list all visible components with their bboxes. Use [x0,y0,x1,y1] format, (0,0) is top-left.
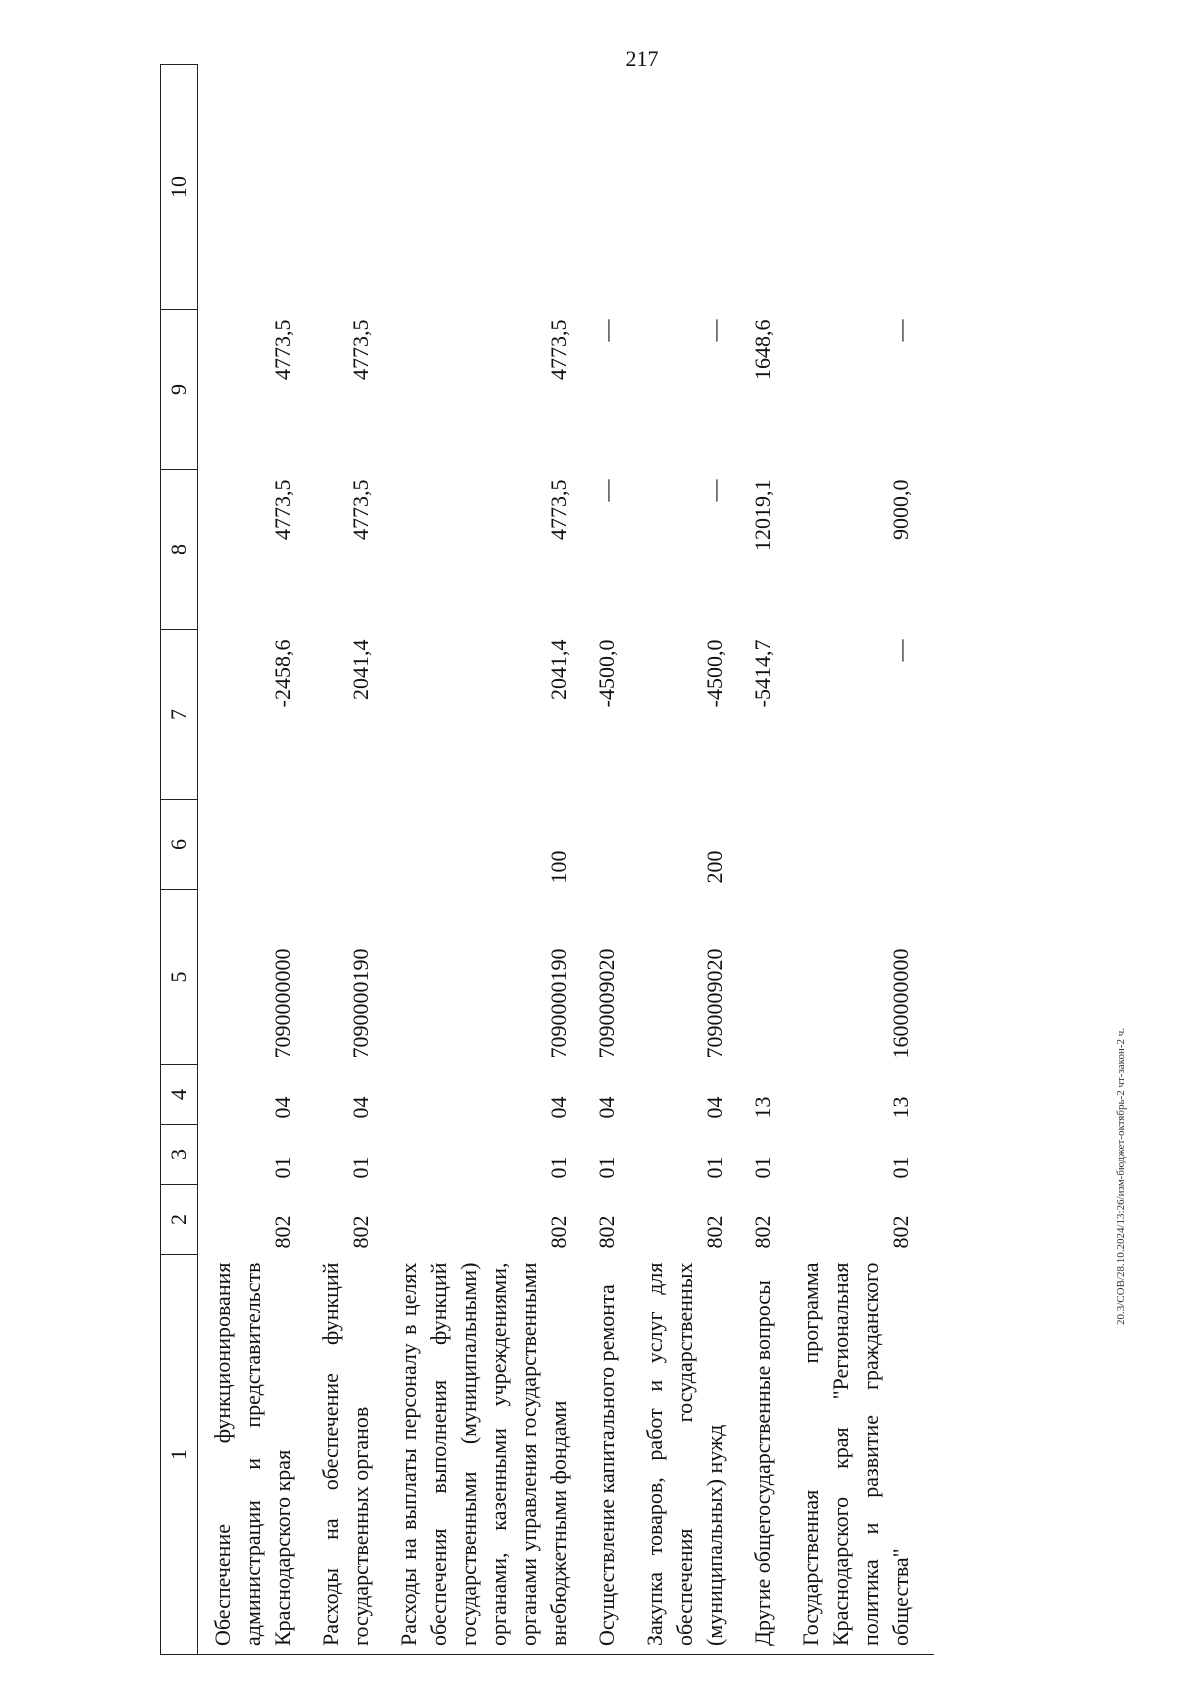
header-cell-10: 10 [161,65,198,310]
table-row [198,65,317,1655]
cell-c10: — [702,319,727,342]
cell-c6: 1600000000 [888,948,913,1059]
cell-c3: 802 [888,1215,913,1249]
row-name: Закупка товаров, работ и услуг для обеспечения государственных (муниципальных) нужд [640,1255,748,1655]
cell-c4: 01 [348,1156,373,1179]
cell-c4: 01 [888,1156,913,1179]
cell-c5: 04 [702,1096,727,1119]
header-cell-9: 9 [161,310,198,470]
cell-c8: -5414,7 [750,639,775,708]
cell-c10: 1648,6 [750,319,775,380]
cell-c8: 2041,4 [546,639,571,700]
cell-c6: 7090000190 [546,948,571,1059]
cell-c8: 2041,4 [348,639,373,700]
cell-c3: 802 [594,1215,619,1249]
table-row [394,65,592,1655]
cell-c7: 100 [546,850,571,884]
table-body [198,65,935,1655]
cell-c9: — [702,479,727,502]
row-name: Обеспечение функционирования администрации и представительств Краснодарского края [198,1255,317,1655]
header-cell-8: 8 [161,470,198,630]
cell-c10: 4773,5 [348,319,373,380]
cell-c9: 4773,5 [270,479,295,540]
header-cell-7: 7 [161,630,198,800]
cell-c8: — [888,639,913,662]
rotated-table-wrapper [160,65,1030,1655]
cell-c3: 802 [546,1215,571,1249]
cell-c9: 9000,0 [888,479,913,540]
cell-c3: 802 [348,1215,373,1249]
cell-c3: 802 [270,1215,295,1249]
cell-c7 [316,800,394,890]
budget-table [160,64,934,1655]
cell-c9: — [594,479,619,502]
cell-c9: 12019,1 [750,479,775,551]
page-number: 217 [625,46,659,71]
cell-c7 [198,800,317,890]
cell-c10: 4773,5 [270,319,295,380]
cell-c5: 04 [546,1096,571,1119]
table-row [748,65,796,1655]
cell-c8: -2458,6 [270,639,295,708]
cell-c6: 7090009020 [702,948,727,1059]
cell-c6: 7090000000 [270,948,295,1059]
header-cell-4: 4 [161,1065,198,1125]
row-name: Расходы на выплаты персоналу в целях обеспечения выполнения функций государственными (муниципальными) органами, казенными учреждениями, органами управления государственными внебюджетными фондами [394,1255,592,1655]
cell-c5: 13 [888,1096,913,1119]
cell-c5: 04 [348,1096,373,1119]
table-header [161,65,198,1655]
cell-c5: 13 [750,1096,775,1119]
cell-c5: 04 [594,1096,619,1119]
cell-c10: — [888,319,913,342]
cell-c9: 4773,5 [546,479,571,540]
cell-c6 [748,890,796,1065]
cell-c9: 4773,5 [348,479,373,540]
header-cell-5: 5 [161,890,198,1065]
table-row [796,65,934,1655]
header-row [161,65,198,1655]
row-name: Расходы на обеспечение функций государственных органов [316,1255,394,1655]
cell-c4: 01 [546,1156,571,1179]
header-cell-3: 3 [161,1125,198,1185]
cell-c8: -4500,0 [702,639,727,708]
cell-c4: 01 [270,1156,295,1179]
cell-c7 [748,800,796,890]
cell-c7: 200 [702,850,727,884]
cell-c6: 7090009020 [594,948,619,1059]
table-row [316,65,394,1655]
cell-c7 [796,800,934,890]
cell-c7 [592,800,640,890]
header-cell-1: 1 [161,1255,198,1655]
header-cell-2: 2 [161,1185,198,1255]
cell-c3: 802 [750,1215,775,1249]
row-name: Осуществление капитального ремонта [592,1255,640,1655]
row-name: Другие общегосударственные вопросы [748,1255,796,1655]
cell-c4: 01 [750,1156,775,1179]
cell-c5: 04 [270,1096,295,1119]
cell-c3: 802 [702,1215,727,1249]
cell-c10: — [594,319,619,342]
cell-c4: 01 [702,1156,727,1179]
table-row [640,65,748,1655]
cell-c10: 4773,5 [546,319,571,380]
table-row [592,65,640,1655]
footer-document-code: 20.3/СОВ/28.10.2024/13:26/изм-бюджет-октябрь-2 чт-закон-2 ч. [1115,1027,1127,1325]
cell-c6: 7090000190 [348,948,373,1059]
row-name: Государственная программа Краснодарского края "Региональная политика и развитие гражданского общества" [796,1255,934,1655]
header-cell-6: 6 [161,800,198,890]
cell-c4: 01 [594,1156,619,1179]
cell-c8: -4500,0 [594,639,619,708]
